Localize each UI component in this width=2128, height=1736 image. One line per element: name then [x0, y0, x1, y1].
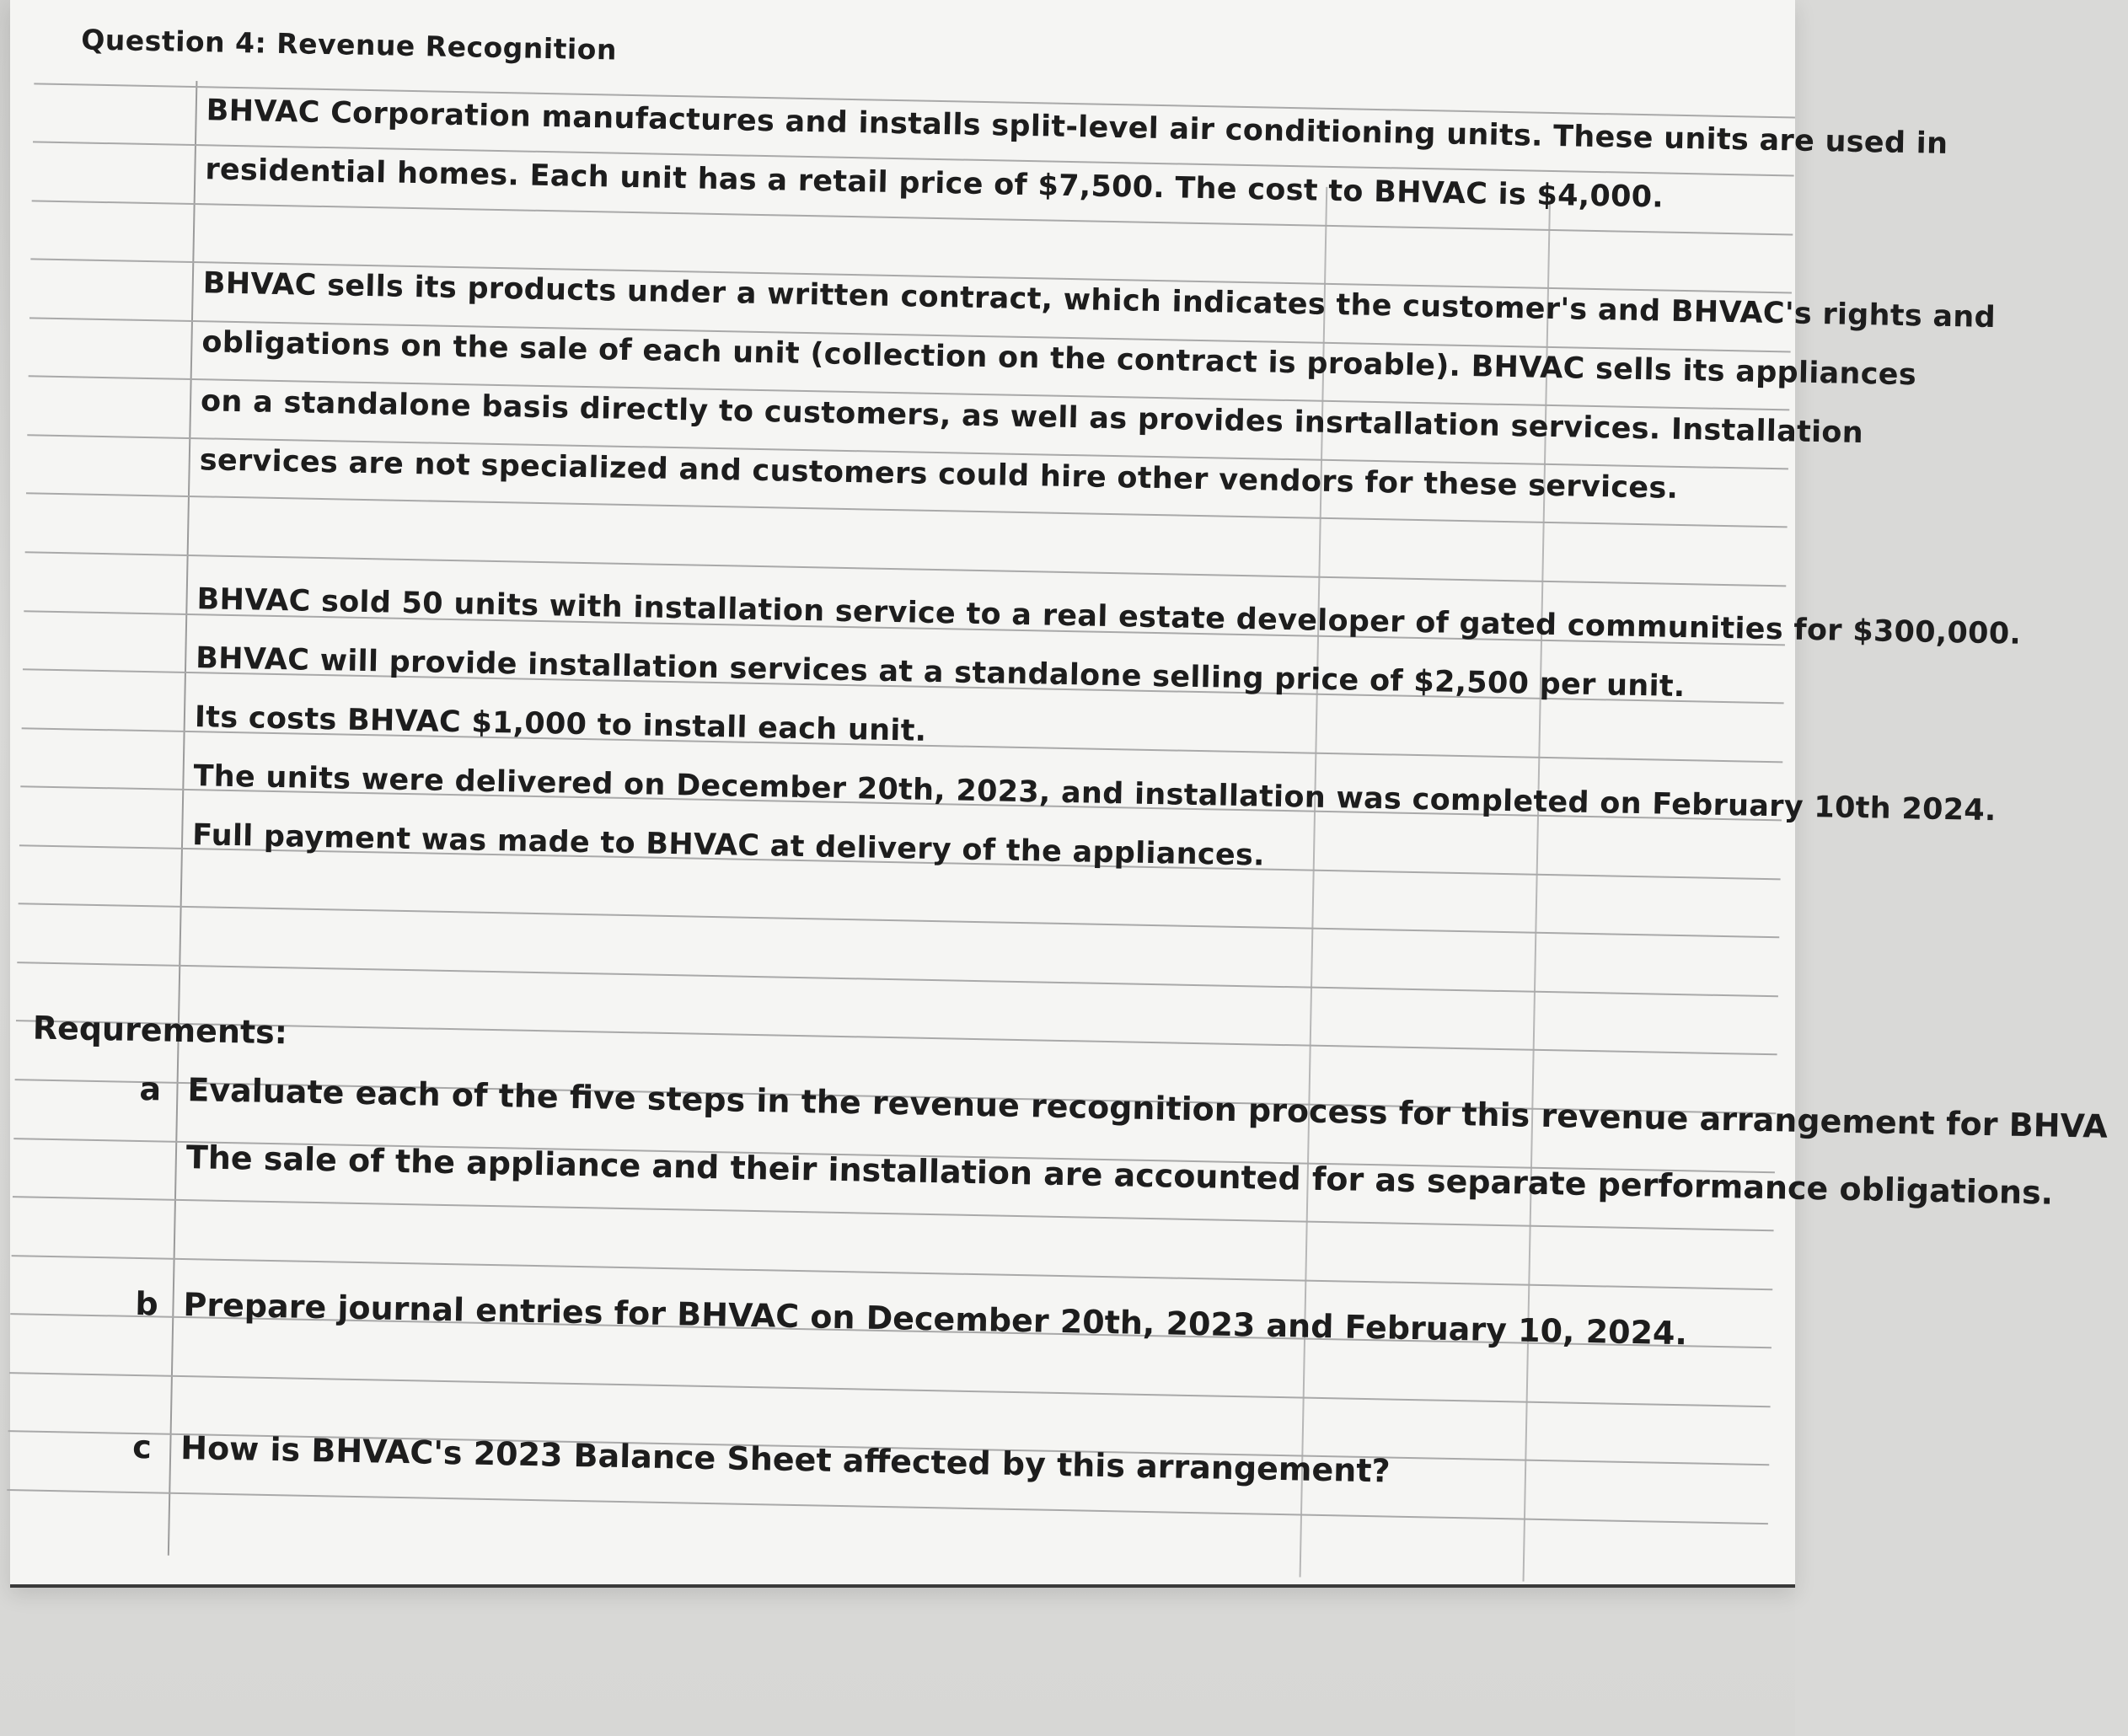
paragraph-line: services are not specialized and customers could hire other vendors for these services. [199, 443, 1679, 506]
requirement-text: Prepare journal entries for BHVAC on December 20th, 2023 and February 10, 2024. [183, 1286, 1688, 1353]
right-grid-column-line [1523, 200, 1551, 1582]
worksheet-paper [10, 0, 2109, 1588]
question-title: Question 4: Revenue Recognition [80, 23, 618, 67]
requirements-heading: Requrements: [32, 1009, 288, 1052]
requirement-letter: b [135, 1284, 159, 1323]
paragraph-line: BHVAC sells its products under a written contract, which indicates the customer's and BHVAC's rights and [202, 266, 1997, 335]
paragraph-line: obligations on the sale of each unit (collection on the contract is proable). BHVAC sells its appliances [201, 325, 1917, 393]
requirement-answer: The sale of the appliance and their installation are accounted for as separate performance obligations. [185, 1139, 2054, 1212]
paragraph-line: BHVAC sold 50 units with installation service to a real estate developer of gated communities for $300,000. [196, 582, 2022, 651]
paragraph-line: Full payment was made to BHVAC at delivery of the appliances. [191, 818, 1266, 873]
row-divider [13, 1196, 1774, 1231]
row-divider [19, 903, 1780, 938]
requirement-text: How is BHVAC's 2023 Balance Sheet affected by this arrangement? [180, 1429, 1391, 1490]
paragraph-line: BHVAC will provide installation services at a standalone selling price of $2,500 per unit. [195, 641, 1686, 705]
paragraph-line: The units were delivered on December 20th, 2023, and installation was completed on February 10th 2024. [193, 759, 1997, 828]
right-grid-column-line [1300, 187, 1328, 1578]
requirement-text: Evaluate each of the five steps in the revenue recognition process for this revenue arrangement for BHVA [187, 1071, 2109, 1145]
paragraph-line: on a standalone basis directly to customers, as well as provides insrtallation services. Installation [200, 384, 1864, 451]
row-divider [7, 1489, 1768, 1524]
paragraph-line: residential homes. Each unit has a retail price of $7,500. The cost to BHVAC is $4,000. [205, 153, 1664, 215]
row-divider [9, 1372, 1771, 1407]
row-divider [12, 1255, 1773, 1290]
paragraph-line: BHVAC Corporation manufactures and installs split-level air conditioning units. These units are used in [206, 94, 1948, 161]
requirement-letter: c [131, 1428, 153, 1466]
row-divider [17, 962, 1778, 997]
worksheet-content [0, 10, 2109, 1603]
requirement-letter: a [139, 1069, 162, 1108]
paragraph-line: Its costs BHVAC $1,000 to install each unit. [194, 700, 927, 748]
row-divider [25, 551, 1787, 587]
